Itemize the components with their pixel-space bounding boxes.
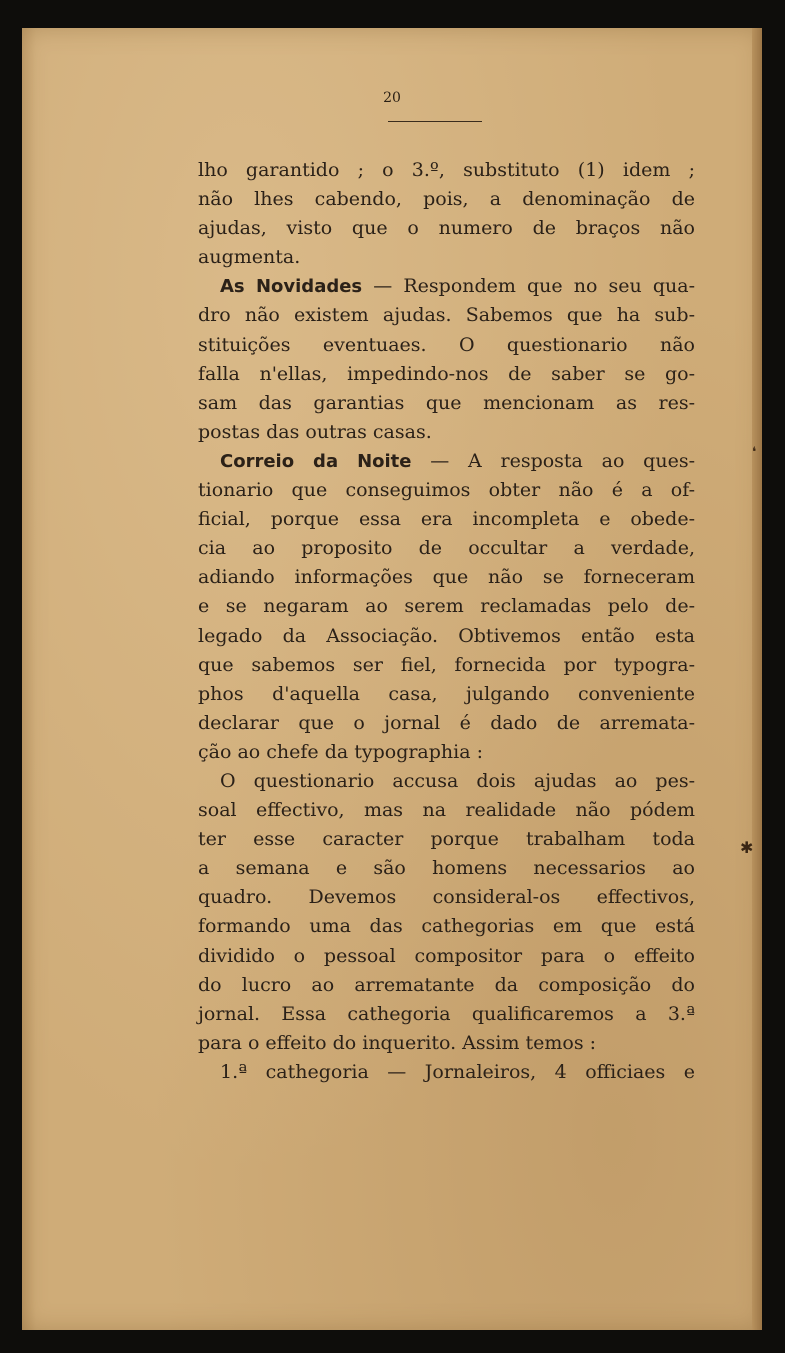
text-line bbox=[198, 825, 695, 854]
text-line bbox=[198, 592, 695, 621]
text-line bbox=[198, 651, 695, 680]
line-text: jornal. Essa cathegoria qualificaremos a 3.ª bbox=[198, 1002, 695, 1025]
line-text: O questionario accusa dois ajudas ao pes- bbox=[220, 769, 695, 792]
line-text: tionario que conseguimos obter não é a of- bbox=[198, 479, 695, 502]
line-text: declarar que o jornal é dado de arremata- bbox=[198, 711, 695, 734]
line-text: — A resposta ao ques- bbox=[411, 449, 695, 472]
text-line bbox=[198, 534, 695, 563]
header-rule bbox=[388, 121, 482, 122]
text-line bbox=[198, 622, 695, 651]
text-line bbox=[198, 563, 695, 592]
body-text bbox=[198, 156, 695, 1087]
line-text: e se negaram ao serem reclamadas pelo de- bbox=[198, 595, 695, 618]
text-line bbox=[198, 447, 695, 476]
line-text: sam das garantias que mencionam as res- bbox=[198, 391, 695, 414]
line-text: ter esse caracter porque trabalham toda bbox=[198, 828, 695, 851]
line-text: ção ao chefe da typographia : bbox=[198, 740, 484, 763]
line-text: ajudas, visto que o numero de braços não bbox=[198, 217, 695, 240]
text-line bbox=[198, 418, 695, 447]
text-line bbox=[198, 389, 695, 418]
line-text: augmenta. bbox=[198, 246, 301, 269]
text-line bbox=[198, 854, 695, 883]
ink-blot-mark: ✱ bbox=[740, 838, 754, 857]
text-line bbox=[198, 505, 695, 534]
line-text: quadro. Devemos consideral-os effectivos, bbox=[198, 886, 695, 909]
line-text: para o effeito do inquerito. Assim temos : bbox=[198, 1031, 597, 1054]
newspaper-name: As Novidades bbox=[220, 276, 363, 298]
text-line bbox=[198, 912, 695, 941]
line-text: a semana e são homens necessarios ao bbox=[198, 857, 695, 880]
text-line bbox=[198, 738, 695, 767]
line-text: cia ao proposito de occultar a verdade, bbox=[198, 537, 695, 560]
line-text: do lucro ao arrematante da composição do bbox=[198, 973, 695, 996]
newspaper-name: Correio da Noite bbox=[220, 450, 412, 472]
line-text: adiando informações que não se forneceram bbox=[198, 566, 695, 589]
page-edge bbox=[752, 28, 762, 1330]
line-text: stituições eventuaes. O questionario não bbox=[198, 333, 695, 356]
line-text: ficial, porque essa era incompleta e obede- bbox=[198, 508, 695, 531]
line-text: não lhes cabendo, pois, a denominação de bbox=[198, 188, 695, 211]
line-text: formando uma das cathegorias em que está bbox=[198, 915, 695, 938]
line-text: dro não existem ajudas. Sabemos que ha sub- bbox=[198, 304, 695, 327]
line-text: legado da Associação. Obtivemos então esta bbox=[198, 624, 695, 647]
line-text: 1.ª cathegoria — Jornaleiros, 4 officiaes e bbox=[220, 1060, 695, 1083]
page-number: 20 bbox=[383, 90, 401, 106]
text-line bbox=[198, 709, 695, 738]
text-line bbox=[198, 272, 695, 301]
text-line bbox=[198, 476, 695, 505]
book-page bbox=[22, 28, 762, 1330]
ink-speck-mark: ❛ bbox=[752, 445, 757, 460]
line-text: lho garantido ; o 3.º, substituto (1) idem ; bbox=[198, 159, 695, 181]
line-text: postas das outras casas. bbox=[198, 420, 432, 443]
text-line bbox=[198, 185, 695, 214]
text-line bbox=[198, 971, 695, 1000]
line-text: phos d'aquella casa, julgando conveniente bbox=[198, 682, 695, 705]
text-line bbox=[198, 214, 695, 243]
text-line bbox=[198, 156, 695, 185]
text-line bbox=[198, 1058, 695, 1087]
text-line bbox=[198, 243, 695, 272]
text-line bbox=[198, 942, 695, 971]
text-line bbox=[198, 796, 695, 825]
text-line bbox=[198, 767, 695, 796]
text-line bbox=[198, 331, 695, 360]
text-line bbox=[198, 680, 695, 709]
line-text: — Respondem que no seu qua- bbox=[362, 275, 696, 298]
line-text: que sabemos ser fiel, fornecida por typogra- bbox=[198, 653, 695, 676]
text-line bbox=[198, 1000, 695, 1029]
text-line bbox=[198, 883, 695, 912]
text-line bbox=[198, 1029, 695, 1058]
line-text: dividido o pessoal compositor para o effeito bbox=[198, 944, 695, 967]
line-text: soal effectivo, mas na realidade não pódem bbox=[198, 799, 695, 822]
text-line bbox=[198, 301, 695, 330]
line-text: falla n'ellas, impedindo-nos de saber se go- bbox=[198, 362, 695, 385]
text-line bbox=[198, 360, 695, 389]
